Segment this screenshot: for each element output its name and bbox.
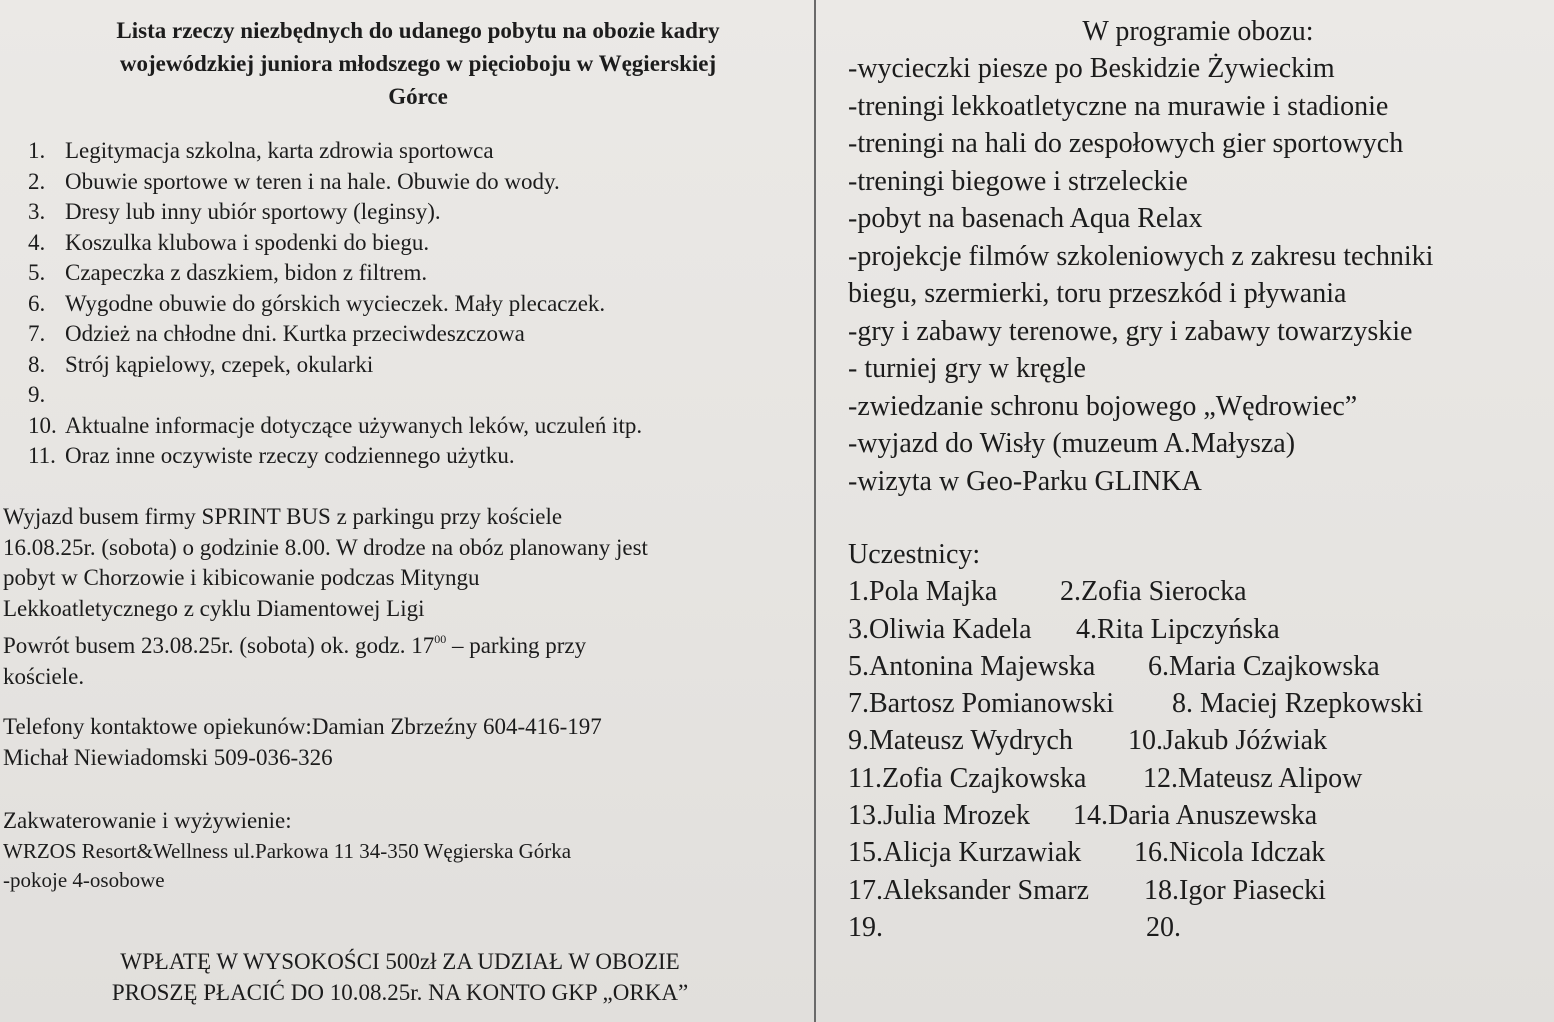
- participant-name: 13.Julia Mrozek: [848, 800, 1030, 832]
- checklist-item: [28, 197, 642, 228]
- checklist-number: 2.: [28, 168, 46, 194]
- checklist-text: Legitymacja szkolna, karta zdrowia sportowca: [65, 138, 494, 163]
- participant-name: 12.Mateusz Alipow: [1143, 762, 1363, 794]
- checklist-text: Czapeczka z daszkiem, bidon z filtrem.: [65, 260, 428, 285]
- document-title: [38, 14, 798, 113]
- program-item: - turniej gry w kręgle: [848, 353, 1086, 384]
- return-line: [3, 624, 648, 662]
- checklist-item: [28, 380, 642, 411]
- payment-line: WPŁATĘ W WYSOKOŚCI 500zł ZA UDZIAŁ W OBOZIE: [120, 949, 680, 974]
- contact-info: [3, 712, 602, 773]
- checklist-item: [28, 350, 642, 381]
- participant-name: 3.Oliwia Kadela: [848, 613, 1032, 645]
- transport-line: Wyjazd busem firmy SPRINT BUS z parkingu przy kościele: [3, 504, 563, 529]
- participant-name: 1.Pola Majka: [848, 576, 998, 608]
- checklist-item: [28, 167, 642, 198]
- title-line-3: Górce: [388, 84, 448, 109]
- lodging-rooms: -pokoje 4-osobowe: [3, 867, 165, 892]
- transport-line: pobyt w Chorzowie i kibicowanie podczas Mityngu: [3, 565, 480, 590]
- checklist-text: Odzież na chłodne dni. Kurtka przeciwdeszczowa: [65, 321, 525, 346]
- checklist-number: 7.: [28, 321, 46, 346]
- program-item: -wyjazd do Wisły (muzeum A.Małysza): [848, 428, 1296, 459]
- participants-heading: Uczestnicy:: [848, 539, 981, 570]
- checklist-text: Koszulka klubowa i spodenki do biegu.: [65, 229, 430, 255]
- contact-line: Michał Niewiadomski 509-036-326: [3, 744, 333, 770]
- participant-name: 20.: [1146, 911, 1181, 943]
- checklist-text: Obuwie sportowe w teren i na hale. Obuwie do wody.: [65, 168, 560, 194]
- checklist-text: Strój kąpielowy, czepek, okularki: [65, 351, 374, 377]
- lodging-address: WRZOS Resort&Wellness ul.Parkowa 11 34-350 Węgierska Górka: [3, 838, 572, 863]
- title-line-2: wojewódzkiej juniora młodszego w pięcioboju w Węgierskiej: [119, 51, 717, 76]
- return-text: Powrót busem 23.08.25r. (sobota) ok. godz. 17: [3, 633, 435, 658]
- title-line-1: Lista rzeczy niezbędnych do udanego pobytu na obozie kadry: [116, 18, 720, 43]
- participant-name: 9.Mateusz Wydrych: [848, 725, 1073, 757]
- participant-name: 8. Maciej Rzepkowski: [1172, 688, 1424, 720]
- participant-name: 7.Bartosz Pomianowski: [848, 688, 1114, 720]
- program-item: -wizyta w Geo-Parku GLINKA: [848, 465, 1202, 497]
- checklist-number: 8.: [28, 351, 46, 377]
- program-item: -pobyt na basenach Aqua Relax: [848, 203, 1203, 234]
- participant-row: [848, 648, 1423, 685]
- checklist-item: [28, 136, 642, 167]
- program-item: -treningi lekkoatletyczne na murawie i stadionie: [848, 90, 1389, 122]
- program-item: -gry i zabawy terenowe, gry i zabawy towarzyskie: [848, 315, 1413, 347]
- program-item: -treningi na hali do zespołowych gier sportowych: [848, 128, 1404, 159]
- program-item: -zwiedzanie schronu bojowego „Wędrowiec”: [848, 390, 1358, 422]
- checklist-text: Wygodne obuwie do górskich wycieczek. Mały plecaczek.: [65, 290, 606, 316]
- program-title: W programie obozu:: [1082, 16, 1314, 47]
- transport-line: Lekkoatletycznego z cyklu Diamentowej Ligi: [3, 595, 425, 621]
- right-column: [848, 14, 1538, 943]
- checklist-item: [28, 319, 642, 350]
- lodging-heading: Zakwaterowanie i wyżywienie:: [3, 808, 292, 833]
- transport-line: kościele.: [3, 663, 85, 689]
- return-text-end: – parking przy: [446, 633, 587, 658]
- program-list: [848, 50, 1538, 500]
- checklist-number: 6.: [28, 290, 46, 316]
- checklist-number: 1.: [28, 138, 46, 163]
- return-time-minutes: 00: [434, 632, 447, 646]
- column-divider: [814, 0, 816, 1022]
- participant-name: 2.Zofia Sierocka: [1060, 576, 1247, 608]
- participant-name: 19.: [848, 911, 883, 943]
- participant-row: [848, 909, 1423, 946]
- checklist-number: 3.: [28, 199, 46, 224]
- participant-row: [848, 611, 1423, 648]
- checklist-item: [28, 228, 642, 259]
- participant-row: [848, 797, 1423, 834]
- checklist-item: [28, 289, 642, 320]
- checklist-item: [28, 258, 642, 289]
- payment-info: [20, 946, 780, 1008]
- lodging-info: [3, 806, 571, 895]
- participant-row: [848, 760, 1423, 797]
- contact-line: Telefony kontaktowe opiekunów:Damian Zbrzeźny 604-416-197: [3, 714, 602, 739]
- participant-name: 10.Jakub Jóźwiak: [1128, 725, 1328, 757]
- participant-name: 17.Aleksander Smarz: [848, 874, 1090, 906]
- checklist-number: 11.: [28, 443, 56, 468]
- participant-name: 16.Nicola Idczak: [1134, 837, 1326, 869]
- checklist-number: 10.: [28, 412, 57, 438]
- left-column: [28, 14, 798, 468]
- transport-info: [3, 502, 648, 692]
- checklist-text: Aktualne informacje dotyczące używanych leków, uczuleń itp.: [65, 412, 643, 438]
- checklist-number: 5.: [28, 260, 46, 285]
- checklist-item: [28, 411, 642, 442]
- participants-section: [848, 536, 1423, 946]
- participant-name: 18.Igor Piasecki: [1144, 874, 1326, 906]
- participant-row: [848, 872, 1423, 909]
- payment-line: PROSZĘ PŁACIĆ DO 10.08.25r. NA KONTO GKP „ORKA”: [111, 980, 689, 1005]
- checklist-number: 4.: [28, 229, 46, 255]
- participant-name: 6.Maria Czajkowska: [1148, 650, 1380, 682]
- checklist-text: Dresy lub inny ubiór sportowy (leginsy).: [65, 199, 441, 224]
- checklist-item: [28, 441, 642, 472]
- participant-row: [848, 573, 1423, 610]
- participant-name: 5.Antonina Majewska: [848, 650, 1096, 682]
- participant-row: [848, 834, 1423, 871]
- checklist-text: Oraz inne oczywiste rzeczy codziennego użytku.: [65, 443, 515, 468]
- program-item: biegu, szermierki, toru przeszkód i pływania: [848, 278, 1347, 309]
- participant-name: 4.Rita Lipczyńska: [1076, 613, 1280, 645]
- program-item: -projekcje filmów szkoleniowych z zakresu techniki: [848, 240, 1434, 272]
- participant-name: 11.Zofia Czajkowska: [848, 762, 1087, 794]
- participant-name: 15.Alicja Kurzawiak: [848, 837, 1082, 869]
- checklist-number: 9.: [28, 382, 46, 407]
- packing-checklist: [28, 136, 642, 472]
- participant-name: 14.Daria Anuszewska: [1073, 800, 1318, 832]
- participant-row: [848, 722, 1423, 759]
- program-item: -wycieczki piesze po Beskidzie Żywieckim: [848, 53, 1335, 84]
- program-item: -treningi biegowe i strzeleckie: [848, 165, 1188, 197]
- transport-line: 16.08.25r. (sobota) o godzinie 8.00. W drodze na obóz planowany jest: [3, 534, 648, 560]
- participant-row: [848, 685, 1423, 722]
